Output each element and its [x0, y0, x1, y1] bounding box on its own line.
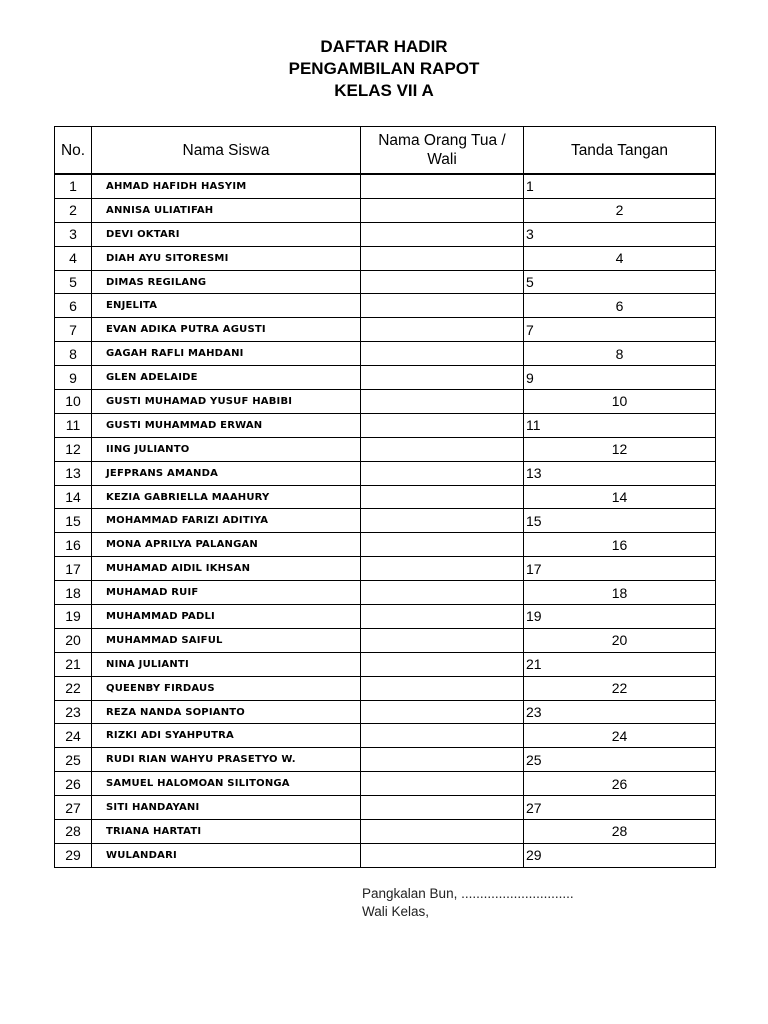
row-number: 12 — [55, 437, 92, 461]
signature-cell: 18 — [524, 581, 716, 605]
student-name: SITI HANDAYANI — [92, 796, 361, 820]
signature-cell: 29 — [524, 843, 716, 867]
parent-name-cell — [361, 461, 524, 485]
table-row — [55, 390, 716, 414]
student-name: ENJELITA — [92, 294, 361, 318]
parent-name-cell — [361, 509, 524, 533]
signature-cell: 5 — [524, 270, 716, 294]
parent-name-cell — [361, 652, 524, 676]
parent-name-cell — [361, 485, 524, 509]
signature-footer — [362, 885, 574, 921]
row-number: 8 — [55, 342, 92, 366]
parent-name-cell — [361, 820, 524, 844]
homeroom-teacher-label: Wali Kelas, — [362, 904, 430, 919]
parent-name-cell — [361, 318, 524, 342]
parent-name-cell — [361, 676, 524, 700]
table-row — [55, 318, 716, 342]
table-row — [55, 437, 716, 461]
student-name: WULANDARI — [92, 843, 361, 867]
student-name: GUSTI MUHAMMAD ERWAN — [92, 413, 361, 437]
row-number: 4 — [55, 246, 92, 270]
parent-name-cell — [361, 270, 524, 294]
parent-name-cell — [361, 605, 524, 629]
table-row — [55, 581, 716, 605]
student-name: DEVI OKTARI — [92, 222, 361, 246]
title-line-1: DAFTAR HADIR — [320, 37, 448, 56]
header-student-name: Nama Siswa — [92, 127, 361, 175]
header-parent-name: Nama Orang Tua / Wali — [361, 127, 524, 175]
header-signature: Tanda Tangan — [524, 127, 716, 175]
table-row — [55, 700, 716, 724]
student-name: REZA NANDA SOPIANTO — [92, 700, 361, 724]
row-number: 14 — [55, 485, 92, 509]
row-number: 26 — [55, 772, 92, 796]
signature-cell: 20 — [524, 628, 716, 652]
student-name: GUSTI MUHAMAD YUSUF HABIBI — [92, 390, 361, 414]
document-title — [0, 36, 768, 102]
parent-name-cell — [361, 222, 524, 246]
student-name: GAGAH RAFLI MAHDANI — [92, 342, 361, 366]
row-number: 15 — [55, 509, 92, 533]
row-number: 22 — [55, 676, 92, 700]
signature-cell: 8 — [524, 342, 716, 366]
signature-cell: 14 — [524, 485, 716, 509]
student-name: EVAN ADIKA PUTRA AGUSTI — [92, 318, 361, 342]
table-row — [55, 843, 716, 867]
signature-cell: 3 — [524, 222, 716, 246]
title-line-3: KELAS VII A — [334, 81, 434, 100]
student-name: GLEN ADELAIDE — [92, 366, 361, 390]
signature-cell: 10 — [524, 390, 716, 414]
signature-cell: 25 — [524, 748, 716, 772]
table-row — [55, 533, 716, 557]
student-name: SAMUEL HALOMOAN SILITONGA — [92, 772, 361, 796]
table-row — [55, 724, 716, 748]
signature-cell: 12 — [524, 437, 716, 461]
row-number: 9 — [55, 366, 92, 390]
signature-cell: 1 — [524, 174, 716, 198]
student-name: IING JULIANTO — [92, 437, 361, 461]
table-row — [55, 246, 716, 270]
table-row — [55, 294, 716, 318]
student-name: JEFPRANS AMANDA — [92, 461, 361, 485]
table-row — [55, 796, 716, 820]
row-number: 11 — [55, 413, 92, 437]
row-number: 21 — [55, 652, 92, 676]
parent-name-cell — [361, 390, 524, 414]
student-name: RUDI RIAN WAHYU PRASETYO W. — [92, 748, 361, 772]
signature-cell: 24 — [524, 724, 716, 748]
row-number: 23 — [55, 700, 92, 724]
student-name: MUHAMAD AIDIL IKHSAN — [92, 557, 361, 581]
parent-name-cell — [361, 581, 524, 605]
table-row — [55, 461, 716, 485]
table-row — [55, 772, 716, 796]
table-row — [55, 509, 716, 533]
parent-name-cell — [361, 628, 524, 652]
parent-name-cell — [361, 796, 524, 820]
row-number: 6 — [55, 294, 92, 318]
student-name: DIAH AYU SITORESMI — [92, 246, 361, 270]
row-number: 1 — [55, 174, 92, 198]
table-row — [55, 748, 716, 772]
row-number: 27 — [55, 796, 92, 820]
signature-cell: 2 — [524, 198, 716, 222]
signature-cell: 9 — [524, 366, 716, 390]
table-header-row — [55, 127, 716, 175]
signature-cell: 22 — [524, 676, 716, 700]
signature-cell: 15 — [524, 509, 716, 533]
student-name: MUHAMAD RUIF — [92, 581, 361, 605]
table-row — [55, 174, 716, 198]
signature-cell: 11 — [524, 413, 716, 437]
row-number: 19 — [55, 605, 92, 629]
table-row — [55, 222, 716, 246]
signature-cell: 27 — [524, 796, 716, 820]
student-name: NINA JULIANTI — [92, 652, 361, 676]
row-number: 18 — [55, 581, 92, 605]
header-no: No. — [55, 127, 92, 175]
signature-cell: 28 — [524, 820, 716, 844]
parent-name-cell — [361, 437, 524, 461]
table-row — [55, 342, 716, 366]
table-row — [55, 676, 716, 700]
attendance-table — [54, 126, 716, 868]
table-row — [55, 628, 716, 652]
student-name: MUHAMMAD SAIFUL — [92, 628, 361, 652]
student-name: MUHAMMAD PADLI — [92, 605, 361, 629]
student-name: MONA APRILYA PALANGAN — [92, 533, 361, 557]
table-row — [55, 198, 716, 222]
signature-cell: 17 — [524, 557, 716, 581]
signature-cell: 13 — [524, 461, 716, 485]
student-name: ANNISA ULIATIFAH — [92, 198, 361, 222]
row-number: 10 — [55, 390, 92, 414]
parent-name-cell — [361, 198, 524, 222]
row-number: 24 — [55, 724, 92, 748]
student-name: DIMAS REGILANG — [92, 270, 361, 294]
row-number: 5 — [55, 270, 92, 294]
signature-cell: 26 — [524, 772, 716, 796]
parent-name-cell — [361, 843, 524, 867]
table-row — [55, 366, 716, 390]
row-number: 17 — [55, 557, 92, 581]
signature-cell: 19 — [524, 605, 716, 629]
table-row — [55, 605, 716, 629]
student-name: QUEENBY FIRDAUS — [92, 676, 361, 700]
table-row — [55, 652, 716, 676]
table-row — [55, 413, 716, 437]
signature-cell: 7 — [524, 318, 716, 342]
table-row — [55, 485, 716, 509]
place-date: Pangkalan Bun, .............................. — [362, 886, 574, 901]
parent-name-cell — [361, 294, 524, 318]
student-name: AHMAD HAFIDH HASYIM — [92, 174, 361, 198]
row-number: 13 — [55, 461, 92, 485]
parent-name-cell — [361, 557, 524, 581]
table-row — [55, 820, 716, 844]
row-number: 29 — [55, 843, 92, 867]
row-number: 7 — [55, 318, 92, 342]
signature-cell: 23 — [524, 700, 716, 724]
parent-name-cell — [361, 342, 524, 366]
row-number: 20 — [55, 628, 92, 652]
parent-name-cell — [361, 533, 524, 557]
table-row — [55, 557, 716, 581]
student-name: RIZKI ADI SYAHPUTRA — [92, 724, 361, 748]
parent-name-cell — [361, 413, 524, 437]
signature-cell: 21 — [524, 652, 716, 676]
parent-name-cell — [361, 366, 524, 390]
signature-cell: 4 — [524, 246, 716, 270]
parent-name-cell — [361, 724, 524, 748]
row-number: 16 — [55, 533, 92, 557]
signature-cell: 16 — [524, 533, 716, 557]
student-name: MOHAMMAD FARIZI ADITIYA — [92, 509, 361, 533]
student-name: KEZIA GABRIELLA MAAHURY — [92, 485, 361, 509]
parent-name-cell — [361, 772, 524, 796]
row-number: 2 — [55, 198, 92, 222]
title-line-2: PENGAMBILAN RAPOT — [288, 59, 480, 78]
parent-name-cell — [361, 174, 524, 198]
parent-name-cell — [361, 748, 524, 772]
row-number: 3 — [55, 222, 92, 246]
table-row — [55, 270, 716, 294]
row-number: 25 — [55, 748, 92, 772]
row-number: 28 — [55, 820, 92, 844]
signature-cell: 6 — [524, 294, 716, 318]
parent-name-cell — [361, 246, 524, 270]
student-name: TRIANA HARTATI — [92, 820, 361, 844]
parent-name-cell — [361, 700, 524, 724]
